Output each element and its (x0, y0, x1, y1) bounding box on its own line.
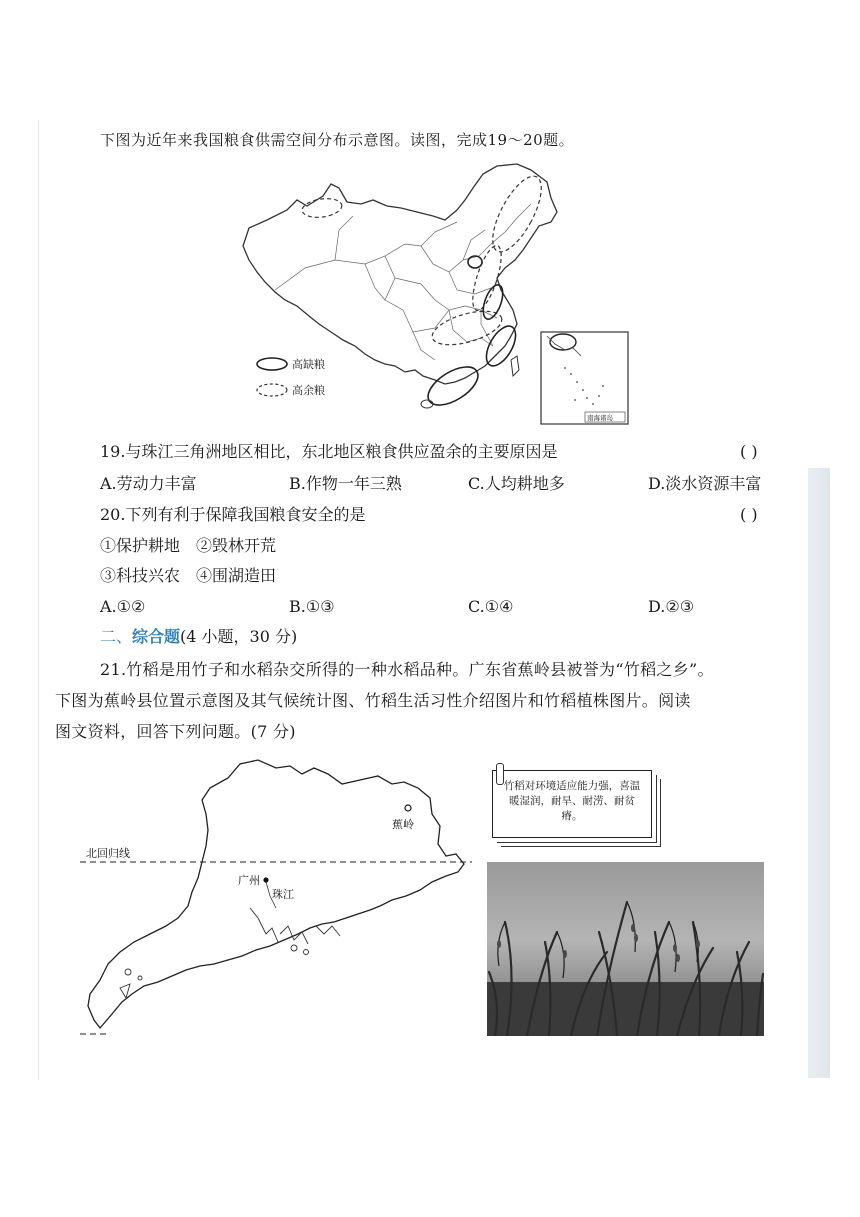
intro-text: 下图为近年来我国粮食供需空间分布示意图。读图，完成19～20题。 (100, 131, 575, 149)
surplus-zone-central (429, 305, 506, 352)
section-suffix: (4 小题，30 分) (180, 627, 298, 646)
deficit-zone-shanghai (479, 282, 506, 321)
surplus-zone-northeast (483, 169, 551, 258)
river-label: 珠江 (272, 888, 294, 901)
section-prefix: 二、 (100, 627, 133, 646)
deficit-zone-beijing (468, 256, 482, 268)
q21-line3: 图文资料，回答下列问题。(7 分) (55, 722, 296, 741)
q20-option-c[interactable]: C.①④ (468, 597, 514, 616)
q19-option-d[interactable]: D.淡水资源丰富 (648, 474, 762, 493)
legend-deficit-label: 高缺粮 (292, 358, 325, 371)
pin-icon (496, 763, 504, 785)
guangdong-map (80, 758, 480, 1040)
deficit-zone-fujian (480, 321, 521, 370)
rice-plant-image (487, 862, 764, 1036)
section-title: 综合题 (132, 627, 181, 646)
rice-plant-photo (487, 862, 764, 1036)
legend-surplus-label: 高余粮 (292, 384, 325, 397)
q19-answer-paren[interactable]: ( ) (740, 442, 758, 461)
q19-stem: 19.与珠江三角洲地区相比，东北地区粮食供应盈余的主要原因是 (100, 442, 558, 461)
q20-option-b[interactable]: B.①③ (289, 597, 335, 616)
q20-items-line1: ①保护耕地 ②毁林开荒 (100, 536, 277, 555)
deficit-zone-guangdong (422, 359, 484, 412)
bamboo-rice-note-card (492, 770, 652, 838)
q20-answer-paren[interactable]: ( ) (740, 505, 758, 524)
q20-option-d[interactable]: D.②③ (648, 597, 695, 616)
q21-line2: 下图为蕉岭县位置示意图及其气候统计图、竹稻生活习性介绍图片和竹稻植株图片。阅读 (55, 691, 691, 710)
q19-option-c[interactable]: C.人均耕地多 (468, 474, 565, 493)
south-china-sea-inset (541, 332, 628, 424)
map-legend (257, 357, 325, 397)
q20-option-a[interactable]: A.①② (100, 597, 146, 616)
surplus-zone-xinjiang (301, 196, 343, 219)
q20-stem: 20.下列有利于保障我国粮食安全的是 (100, 505, 366, 524)
note-text: 竹稻对环境适应能力强，喜温暖湿润，耐旱、耐涝、耐贫瘠。 (503, 780, 641, 822)
q19-option-b[interactable]: B.作物一年三熟 (289, 474, 402, 493)
page-edge-right (808, 468, 830, 1078)
page-edge-left (38, 120, 39, 1080)
china-grain-map (235, 160, 630, 425)
section-heading (100, 627, 297, 647)
county-label: 蕉岭 (392, 818, 414, 831)
q19-option-a[interactable]: A.劳动力丰富 (100, 474, 197, 493)
inset-label: 南海诸岛 (587, 414, 613, 422)
city-label: 广州 (238, 874, 260, 887)
q21-line1: 21.竹稻是用竹子和水稻杂交所得的一种水稻品种。广东省蕉岭县被誉为“竹稻之乡”。 (100, 660, 714, 679)
q20-items-line2: ③科技兴农 ④围湖造田 (100, 566, 277, 585)
tropic-label: 北回归线 (86, 847, 130, 860)
